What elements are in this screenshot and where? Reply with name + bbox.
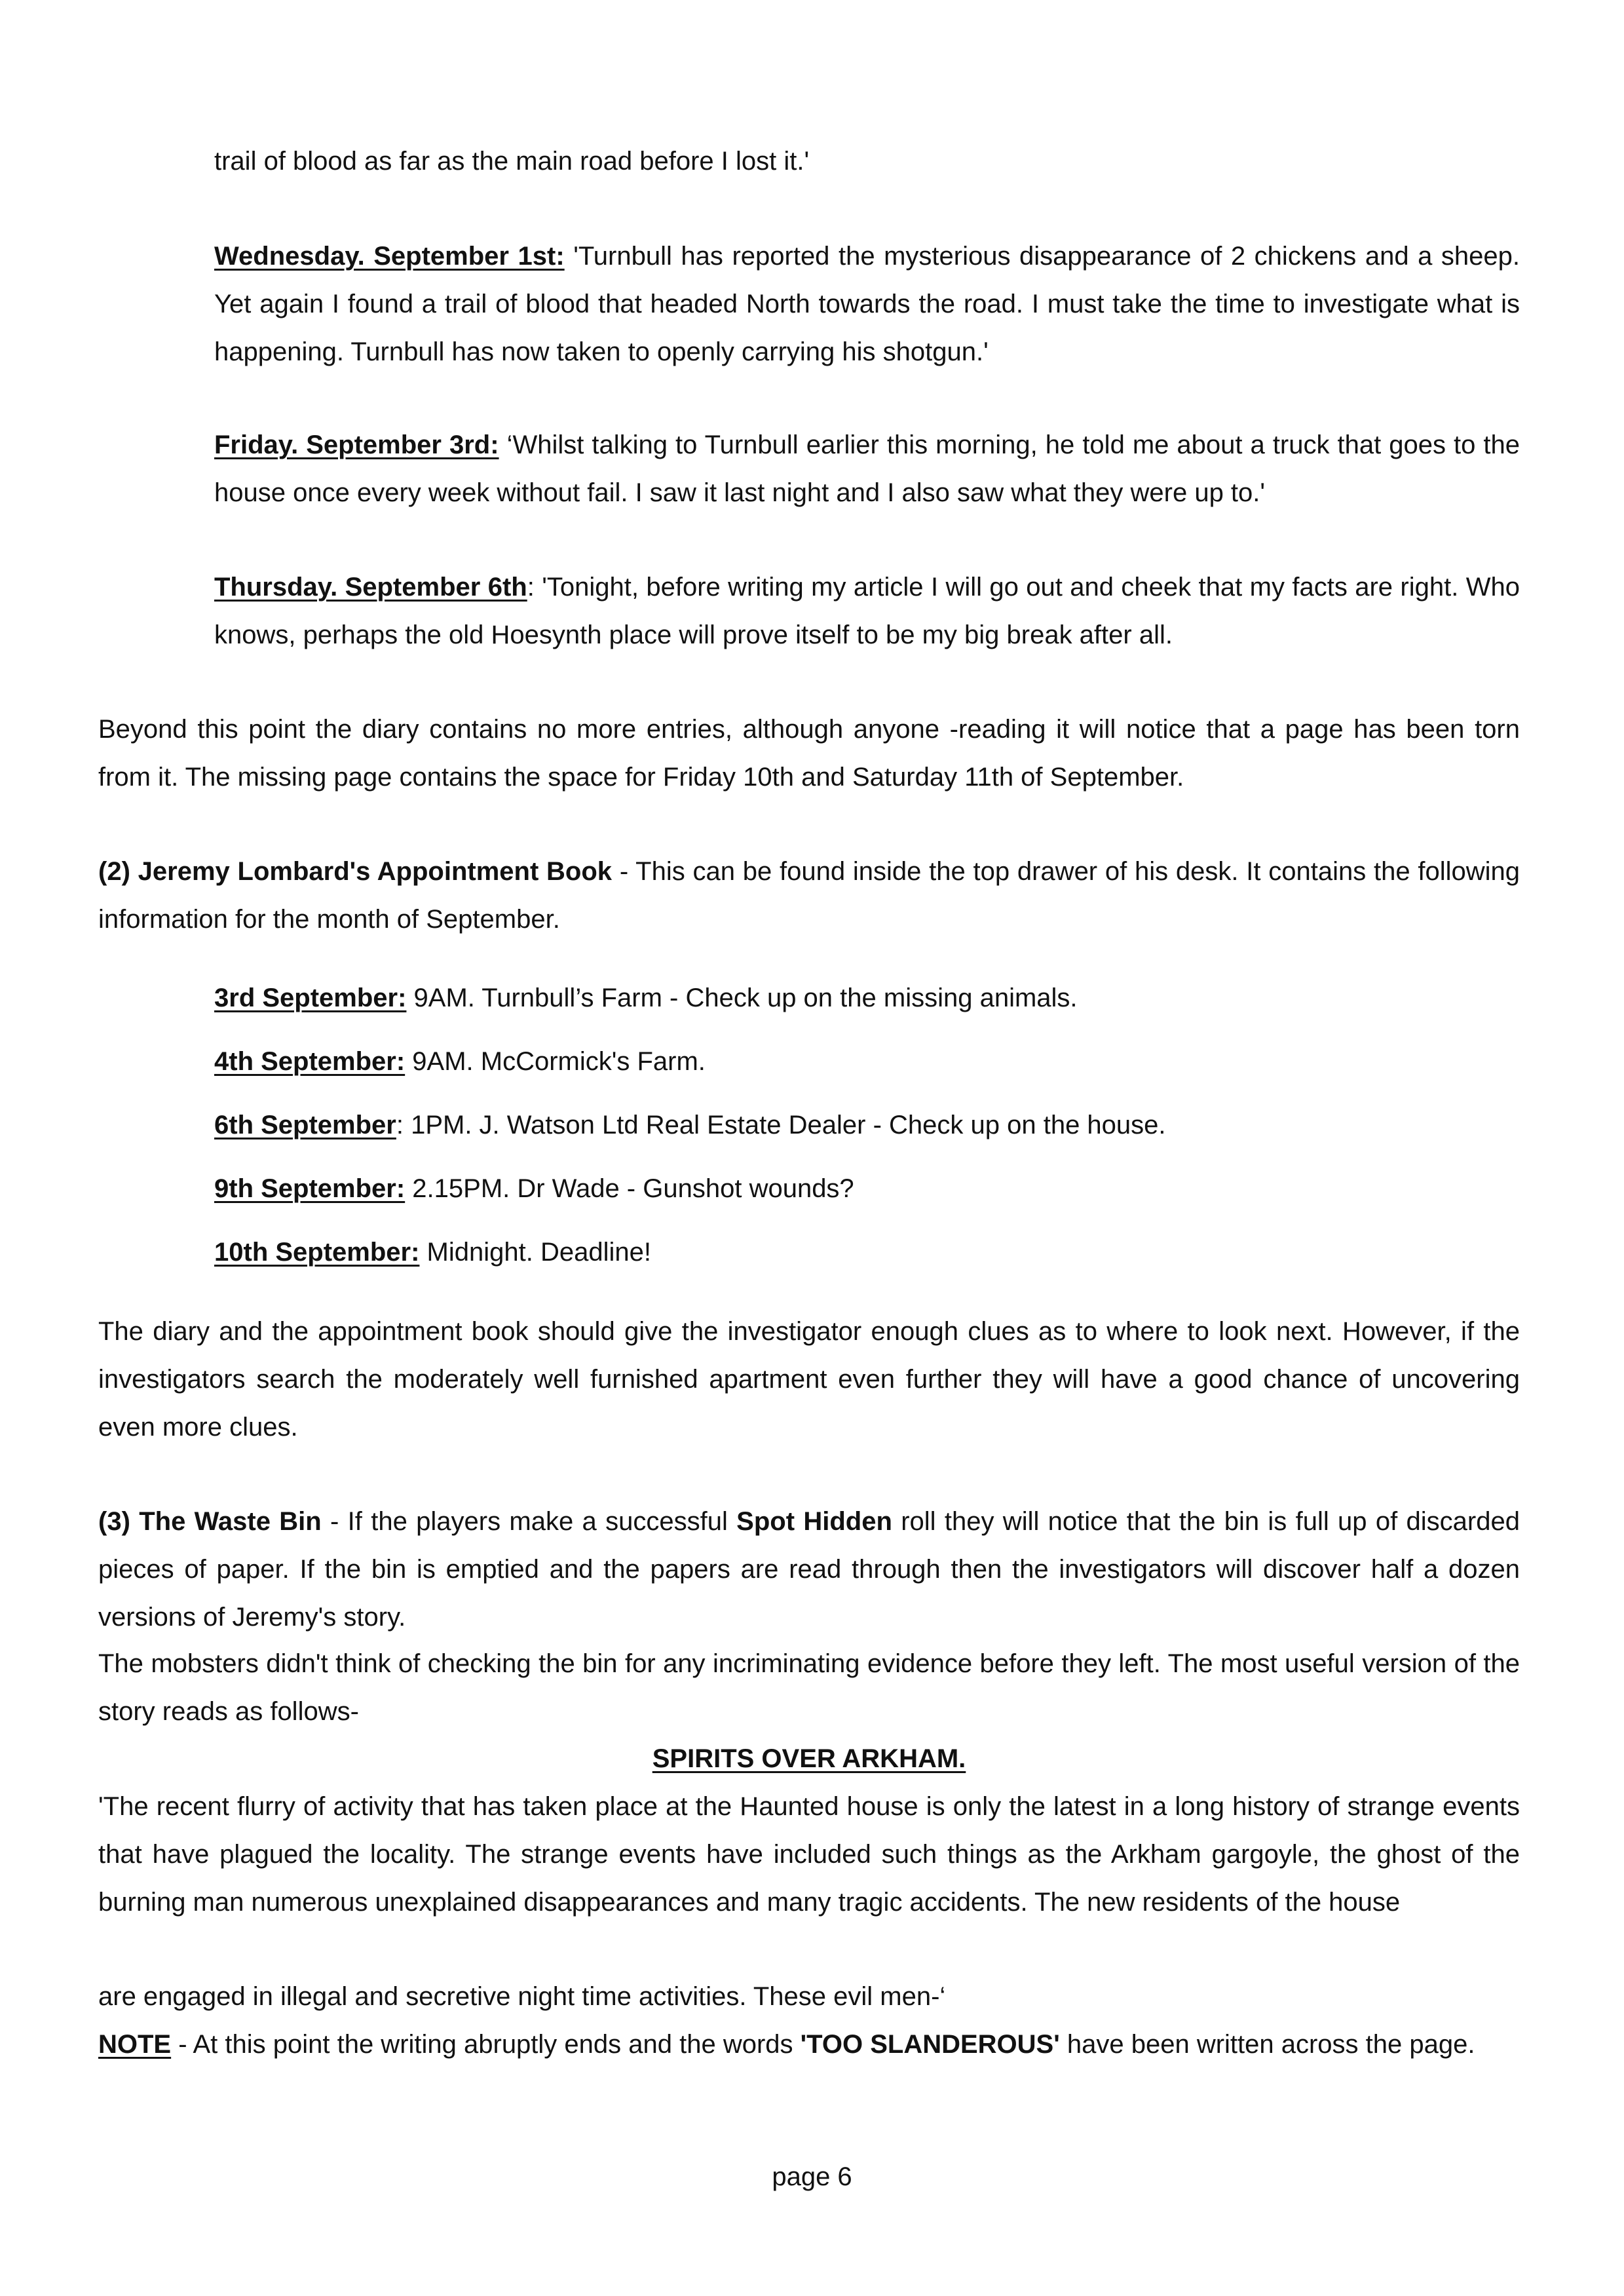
story-title: SPIRITS OVER ARKHAM.	[652, 1744, 966, 1773]
section-heading: (3) The Waste Bin	[98, 1507, 322, 1536]
section-heading: (2) Jeremy Lombard's Appointment Book	[98, 857, 613, 886]
story-paragraph-continuation: are engaged in illegal and secretive night time activities. These evil men-‘	[98, 1982, 946, 2011]
appointment-date-label: 4th September:	[214, 1047, 406, 1076]
diary-entry-september-6: Thursday. September 6th: 'Tonight, before writing my article I will go out and cheek that my facts are right. Who knows, perhaps the old Hoesynth place will prove itself to be my big break after all.	[214, 573, 1520, 649]
appointment-item: 3rd September: 9AM. Turnbull’s Farm - Check up on the missing animals.	[214, 984, 1078, 1012]
note-paragraph: NOTE - At this point the writing abruptly ends and the words 'TOO SLANDEROUS' have been written across the page.	[98, 2030, 1475, 2059]
entry-date-label: Thursday. September 6th	[214, 573, 527, 602]
diary-entry-september-1: Wednesday. September 1st: 'Turnbull has reported the mysterious disappearance of 2 chickens and a sheep. Yet again I found a trail of blood that headed North towards the road. I must take the time to investigate what is happening. Turnbull has now taken to openly carrying his shotgun.'	[214, 242, 1520, 366]
diary-entry-september-3: Friday. September 3rd: ‘Whilst talking to Turnbull earlier this morning, he told me about a truck that goes to the house once every week without fail. I saw it last night and I also saw what they were up to.'	[214, 430, 1520, 507]
appointment-book-paragraph: (2) Jeremy Lombard's Appointment Book - This can be found inside the top drawer of his desk. It contains the following information for the month of September.	[98, 857, 1520, 934]
appointment-item: 6th September: 1PM. J. Watson Ltd Real Estate Dealer - Check up on the house.	[214, 1111, 1166, 1139]
clues-paragraph: The diary and the appointment book should give the investigator enough clues as to where to look next. However, if the investigators search the moderately well furnished apartment even further they will have a good chance of uncovering even more clues.	[98, 1317, 1520, 1442]
appointment-date-label: 3rd September:	[214, 984, 407, 1012]
appointment-date-label: 6th September	[214, 1111, 396, 1139]
appointment-item: 4th September: 9AM. McCormick's Farm.	[214, 1047, 706, 1076]
entry-date-label: Wednesday. September 1st:	[214, 242, 565, 271]
emphasized-words: 'TOO SLANDEROUS'	[800, 2030, 1060, 2059]
diary-end-paragraph: Beyond this point the diary contains no more entries, although anyone -reading it will notice that a page has been torn from it. The missing page contains the space for Friday 10th and Saturday 11th of September.	[98, 715, 1520, 792]
appointment-item: 9th September: 2.15PM. Dr Wade - Gunshot wounds?	[214, 1174, 854, 1203]
waste-bin-paragraph: (3) The Waste Bin - If the players make a successful Spot Hidden roll they will notice that the bin is full up of discarded pieces of paper. If the bin is emptied and the papers are read through then the investigators will discover half a dozen versions of Jeremy's story.	[98, 1507, 1520, 1632]
mobsters-paragraph: The mobsters didn't think of checking the bin for any incriminating evidence before they left. The most useful version of the story reads as follows-	[98, 1649, 1520, 1726]
note-label: NOTE	[98, 2030, 172, 2059]
entry-date-label: Friday. September 3rd:	[214, 430, 499, 459]
story-paragraph: 'The recent flurry of activity that has taken place at the Haunted house is only the latest in a long history of strange events that have plagued the locality. The strange events have included such things as the Arkham gargoyle, the ghost of the burning man numerous unexplained disappearances and many tragic accidents. The new residents of the house	[98, 1792, 1520, 1917]
page-number: page 6	[772, 2162, 852, 2191]
skill-name: Spot Hidden	[736, 1507, 892, 1536]
diary-entry-continuation: trail of blood as far as the main road before I lost it.'	[214, 147, 810, 176]
appointment-item: 10th September: Midnight. Deadline!	[214, 1238, 651, 1267]
appointment-date-label: 10th September:	[214, 1238, 420, 1267]
appointment-date-label: 9th September:	[214, 1174, 406, 1203]
